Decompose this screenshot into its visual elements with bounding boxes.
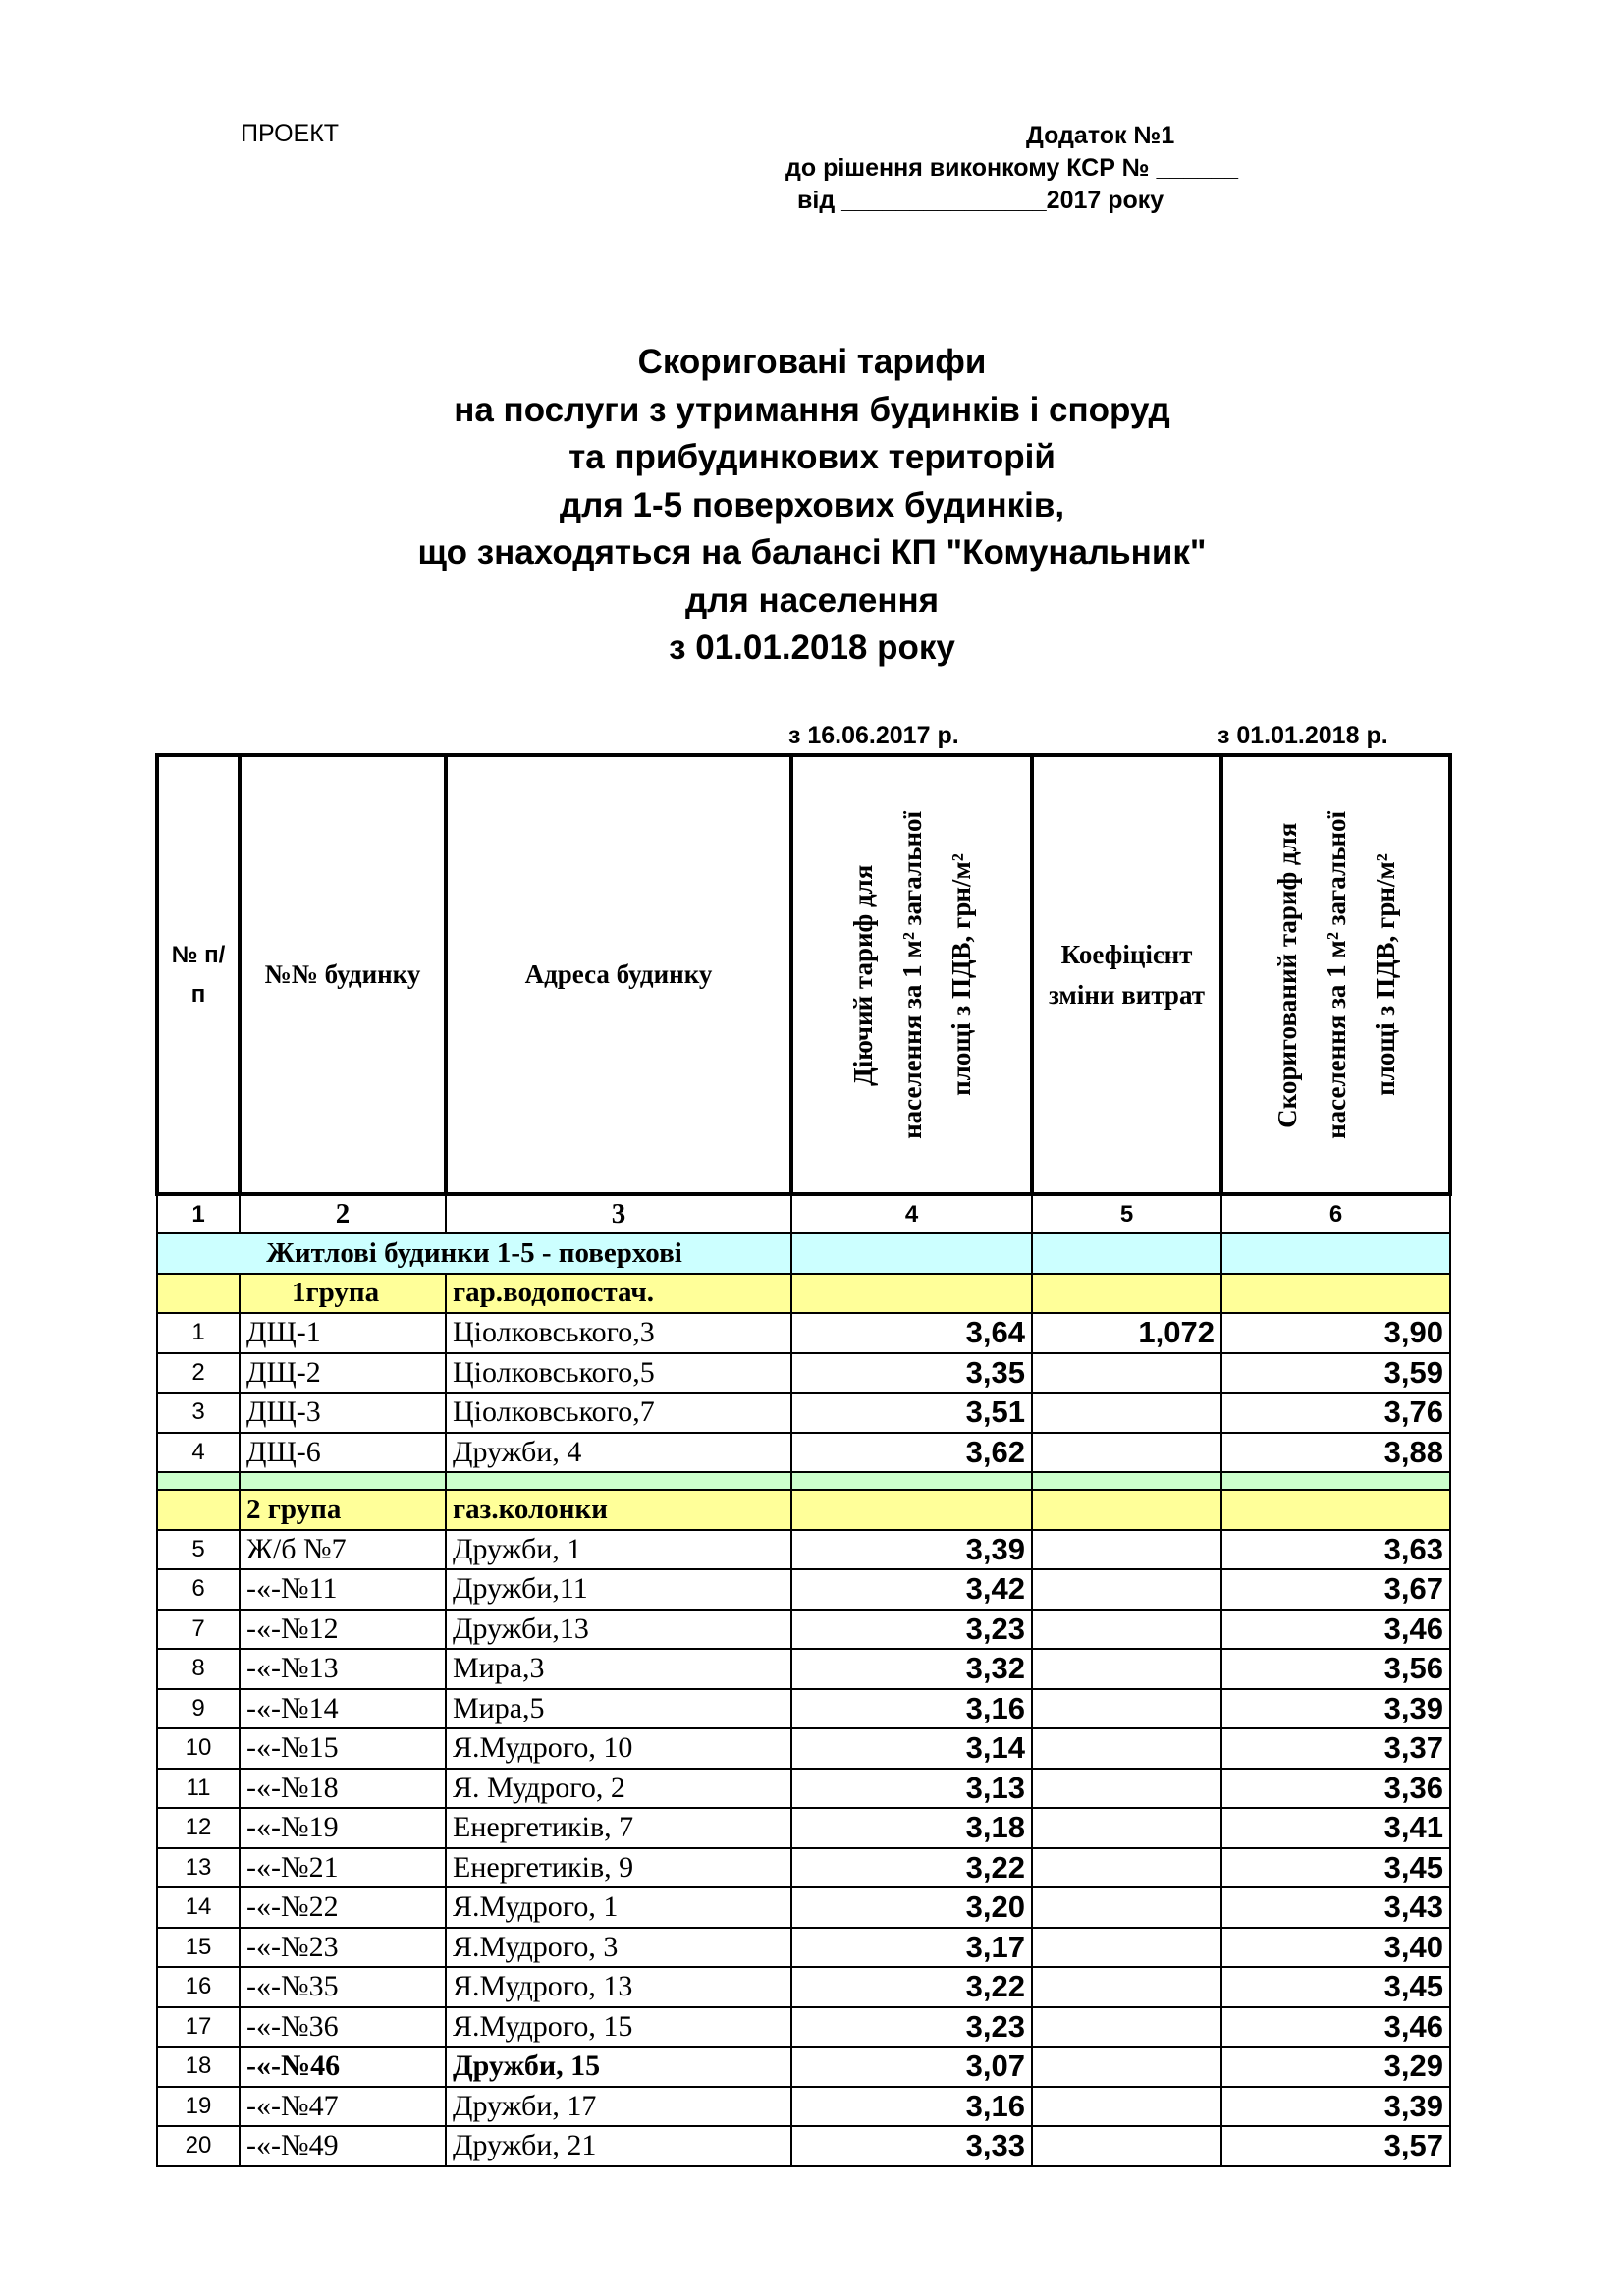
current-tariff: 3,42: [791, 1569, 1032, 1610]
header-adjusted-tariff: [1221, 755, 1450, 1194]
group-cell: [791, 1274, 1032, 1314]
current-tariff: 3,39: [791, 1530, 1032, 1570]
coefficient: [1032, 2007, 1221, 2048]
group-name: 2 група: [240, 1490, 446, 1530]
current-tariff: 3,14: [791, 1728, 1032, 1769]
table-row: [157, 1433, 1450, 1473]
section-cell: [1032, 1233, 1221, 1274]
header-index: № п/ п: [157, 755, 240, 1194]
column-number: 5: [1032, 1194, 1221, 1233]
adjusted-tariff: 3,45: [1221, 1967, 1450, 2007]
header-house-number: №№ будинку: [240, 755, 446, 1194]
spacer-cell: [446, 1472, 791, 1490]
table-row: [157, 1649, 1450, 1689]
adjusted-tariff: 3,39: [1221, 1689, 1450, 1729]
coefficient: [1032, 1530, 1221, 1570]
house-code: ДЩ-2: [240, 1353, 446, 1394]
table-row: [157, 2126, 1450, 2166]
column-number-row: [157, 1194, 1450, 1233]
coefficient: [1032, 1848, 1221, 1888]
group-cell: [1221, 1490, 1450, 1530]
house-code: -«-№19: [240, 1808, 446, 1848]
group-row-1: [157, 1274, 1450, 1314]
house-code: -«-№49: [240, 2126, 446, 2166]
house-code: -«-№35: [240, 1967, 446, 2007]
adjusted-tariff: 3,90: [1221, 1313, 1450, 1353]
table-row: [157, 1967, 1450, 2007]
coefficient: [1032, 1393, 1221, 1433]
coefficient: [1032, 1649, 1221, 1689]
row-index: 6: [157, 1569, 240, 1610]
date-label-adjusted: з 01.01.2018 р.: [1218, 722, 1388, 749]
adjusted-tariff: 3,88: [1221, 1433, 1450, 1473]
house-code: -«-№22: [240, 1887, 446, 1928]
current-tariff: 3,13: [791, 1769, 1032, 1809]
table-row: [157, 1769, 1450, 1809]
house-address: Ціолковського,7: [446, 1393, 791, 1433]
appendix-line-2: до рішення виконкому КСР № ______: [785, 154, 1239, 182]
adjusted-tariff: 3,37: [1221, 1728, 1450, 1769]
current-tariff: 3,18: [791, 1808, 1032, 1848]
house-address: Дружби, 15: [446, 2047, 791, 2087]
row-index: 3: [157, 1393, 240, 1433]
row-index: 16: [157, 1967, 240, 2007]
draft-label: ПРОЕКТ: [241, 120, 340, 147]
group-description: газ.колонки: [446, 1490, 791, 1530]
row-index: 4: [157, 1433, 240, 1473]
adjusted-tariff: 3,76: [1221, 1393, 1450, 1433]
group-cell: [1032, 1274, 1221, 1314]
title-line: та прибудинкових територій: [568, 438, 1056, 476]
house-address: Я.Мудрого, 3: [446, 1928, 791, 1968]
current-tariff: 3,07: [791, 2047, 1032, 2087]
section-title: Житлові будинки 1-5 - поверхові: [157, 1233, 791, 1274]
coefficient: [1032, 1887, 1221, 1928]
coefficient: [1032, 1967, 1221, 2007]
house-address: Енергетиків, 7: [446, 1808, 791, 1848]
group-cell: [1032, 1490, 1221, 1530]
adjusted-tariff: 3,46: [1221, 1610, 1450, 1650]
house-address: Я. Мудрого, 2: [446, 1769, 791, 1809]
house-address: Я.Мудрого, 1: [446, 1887, 791, 1928]
table-row: [157, 1728, 1450, 1769]
column-number: 1: [157, 1194, 240, 1233]
coefficient: [1032, 1353, 1221, 1394]
title-line: Скориговані тарифи: [637, 343, 987, 381]
coefficient: [1032, 2087, 1221, 2127]
row-index: 12: [157, 1808, 240, 1848]
table-row: [157, 1808, 1450, 1848]
coefficient: [1032, 2047, 1221, 2087]
house-code: -«-№11: [240, 1569, 446, 1610]
table-row: [157, 2087, 1450, 2127]
adjusted-tariff: 3,43: [1221, 1887, 1450, 1928]
adjusted-tariff: 3,40: [1221, 1928, 1450, 1968]
section-row: [157, 1233, 1450, 1274]
house-code: -«-№15: [240, 1728, 446, 1769]
table-row: [157, 2007, 1450, 2048]
current-tariff: 3,64: [791, 1313, 1032, 1353]
table-row: [157, 1610, 1450, 1650]
adjusted-tariff: 3,29: [1221, 2047, 1450, 2087]
house-code: -«-№36: [240, 2007, 446, 2048]
house-code: -«-№47: [240, 2087, 446, 2127]
table-row: [157, 1569, 1450, 1610]
group-description: гар.водопостач.: [446, 1274, 791, 1314]
row-index: 1: [157, 1313, 240, 1353]
column-number: 4: [791, 1194, 1032, 1233]
current-tariff: 3,22: [791, 1967, 1032, 2007]
header-coefficient: Коефіцієнт зміни витрат: [1032, 755, 1221, 1194]
house-code: -«-№14: [240, 1689, 446, 1729]
house-address: Я.Мудрого, 15: [446, 2007, 791, 2048]
appendix-block: [785, 120, 1238, 217]
table-row: [157, 1928, 1450, 1968]
adjusted-tariff: 3,45: [1221, 1848, 1450, 1888]
house-code: -«-№18: [240, 1769, 446, 1809]
table-row: [157, 1353, 1450, 1394]
adjusted-tariff: 3,41: [1221, 1808, 1450, 1848]
house-address: Дружби,13: [446, 1610, 791, 1650]
house-code: -«-№21: [240, 1848, 446, 1888]
table-row: [157, 1530, 1450, 1570]
house-code: ДЩ-6: [240, 1433, 446, 1473]
table-row: [157, 2047, 1450, 2087]
adjusted-tariff: 3,59: [1221, 1353, 1450, 1394]
adjusted-tariff: 3,63: [1221, 1530, 1450, 1570]
coefficient: [1032, 1433, 1221, 1473]
row-index: 10: [157, 1728, 240, 1769]
house-code: -«-№12: [240, 1610, 446, 1650]
adjusted-tariff: 3,39: [1221, 2087, 1450, 2127]
row-index: 17: [157, 2007, 240, 2048]
section-cell: [1221, 1233, 1450, 1274]
title-line: для 1-5 поверхових будинків,: [559, 485, 1065, 524]
row-index: 8: [157, 1649, 240, 1689]
row-index: 11: [157, 1769, 240, 1809]
header-adjusted-tariff-text: Скоригований тариф для населення за 1 м² загальної площі з ПДВ, грн/м²: [1272, 810, 1400, 1139]
table-row: [157, 1848, 1450, 1888]
row-index: 13: [157, 1848, 240, 1888]
house-code: ДЩ-3: [240, 1393, 446, 1433]
title-line: з 01.01.2018 року: [669, 629, 955, 667]
spacer-cell: [791, 1472, 1032, 1490]
group-name: 1група: [240, 1274, 446, 1314]
column-number: 3: [446, 1194, 791, 1233]
row-index: 15: [157, 1928, 240, 1968]
group-row-2: [157, 1490, 1450, 1530]
group-cell: [157, 1490, 240, 1530]
house-address: Ціолковського,3: [446, 1313, 791, 1353]
row-index: 2: [157, 1353, 240, 1394]
section-cell: [791, 1233, 1032, 1274]
group-cell: [791, 1490, 1032, 1530]
group-cell: [1221, 1274, 1450, 1314]
house-address: Дружби, 4: [446, 1433, 791, 1473]
house-address: Дружби,11: [446, 1569, 791, 1610]
table-row: [157, 1313, 1450, 1353]
document-title: [0, 339, 1624, 673]
row-index: 5: [157, 1530, 240, 1570]
coefficient: [1032, 1610, 1221, 1650]
title-line: що знаходяться на балансі КП "Комунальник": [417, 533, 1207, 572]
current-tariff: 3,17: [791, 1928, 1032, 1968]
appendix-line-1: Додаток №1: [1026, 122, 1175, 149]
house-code: -«-№23: [240, 1928, 446, 1968]
title-line: на послуги з утримання будинків і споруд: [454, 390, 1170, 429]
coefficient: [1032, 2126, 1221, 2166]
spacer-cell: [1221, 1472, 1450, 1490]
house-address: Мира,5: [446, 1689, 791, 1729]
spacer-cell: [157, 1472, 240, 1490]
house-code: -«-№13: [240, 1649, 446, 1689]
adjusted-tariff: 3,46: [1221, 2007, 1450, 2048]
row-index: 9: [157, 1689, 240, 1729]
current-tariff: 3,62: [791, 1433, 1032, 1473]
house-code: Ж/б №7: [240, 1530, 446, 1570]
house-code: -«-№46: [240, 2047, 446, 2087]
coefficient: [1032, 1769, 1221, 1809]
adjusted-tariff: 3,56: [1221, 1649, 1450, 1689]
tariff-table: [155, 753, 1452, 2167]
house-address: Дружби, 1: [446, 1530, 791, 1570]
house-code: ДЩ-1: [240, 1313, 446, 1353]
house-address: Дружби, 17: [446, 2087, 791, 2127]
header-address: Адреса будинку: [446, 755, 791, 1194]
adjusted-tariff: 3,67: [1221, 1569, 1450, 1610]
current-tariff: 3,23: [791, 1610, 1032, 1650]
title-line: для населення: [684, 580, 940, 620]
current-tariff: 3,16: [791, 1689, 1032, 1729]
header-current-tariff: [791, 755, 1032, 1194]
house-address: Мира,3: [446, 1649, 791, 1689]
house-address: Я.Мудрого, 10: [446, 1728, 791, 1769]
house-address: Енергетиків, 9: [446, 1848, 791, 1888]
adjusted-tariff: 3,57: [1221, 2126, 1450, 2166]
coefficient: [1032, 1569, 1221, 1610]
house-address: Ціолковського,5: [446, 1353, 791, 1394]
coefficient: [1032, 1928, 1221, 1968]
row-index: 14: [157, 1887, 240, 1928]
table-row: [157, 1393, 1450, 1433]
house-address: Дружби, 21: [446, 2126, 791, 2166]
spacer-row: [157, 1472, 1450, 1490]
current-tariff: 3,23: [791, 2007, 1032, 2048]
coefficient: [1032, 1689, 1221, 1729]
column-number: 2: [240, 1194, 446, 1233]
coefficient: 1,072: [1032, 1313, 1221, 1353]
row-index: 7: [157, 1610, 240, 1650]
coefficient: [1032, 1808, 1221, 1848]
row-index: 18: [157, 2047, 240, 2087]
row-index: 20: [157, 2126, 240, 2166]
group-cell: [157, 1274, 240, 1314]
coefficient: [1032, 1728, 1221, 1769]
current-tariff: 3,20: [791, 1887, 1032, 1928]
date-label-current: з 16.06.2017 р.: [788, 722, 959, 749]
column-number: 6: [1221, 1194, 1450, 1233]
row-index: 19: [157, 2087, 240, 2127]
house-address: Я.Мудрого, 13: [446, 1967, 791, 2007]
header-current-tariff-text: Діючий тариф для населення за 1 м² загальної площі з ПДВ, грн/м²: [847, 810, 976, 1139]
current-tariff: 3,35: [791, 1353, 1032, 1394]
current-tariff: 3,33: [791, 2126, 1032, 2166]
spacer-cell: [1032, 1472, 1221, 1490]
spacer-cell: [240, 1472, 446, 1490]
appendix-line-3: від _______________2017 року: [797, 187, 1164, 214]
current-tariff: 3,16: [791, 2087, 1032, 2127]
current-tariff: 3,51: [791, 1393, 1032, 1433]
header-row: [157, 755, 1450, 1194]
current-tariff: 3,22: [791, 1848, 1032, 1888]
table-row: [157, 1887, 1450, 1928]
adjusted-tariff: 3,36: [1221, 1769, 1450, 1809]
table-row: [157, 1689, 1450, 1729]
current-tariff: 3,32: [791, 1649, 1032, 1689]
